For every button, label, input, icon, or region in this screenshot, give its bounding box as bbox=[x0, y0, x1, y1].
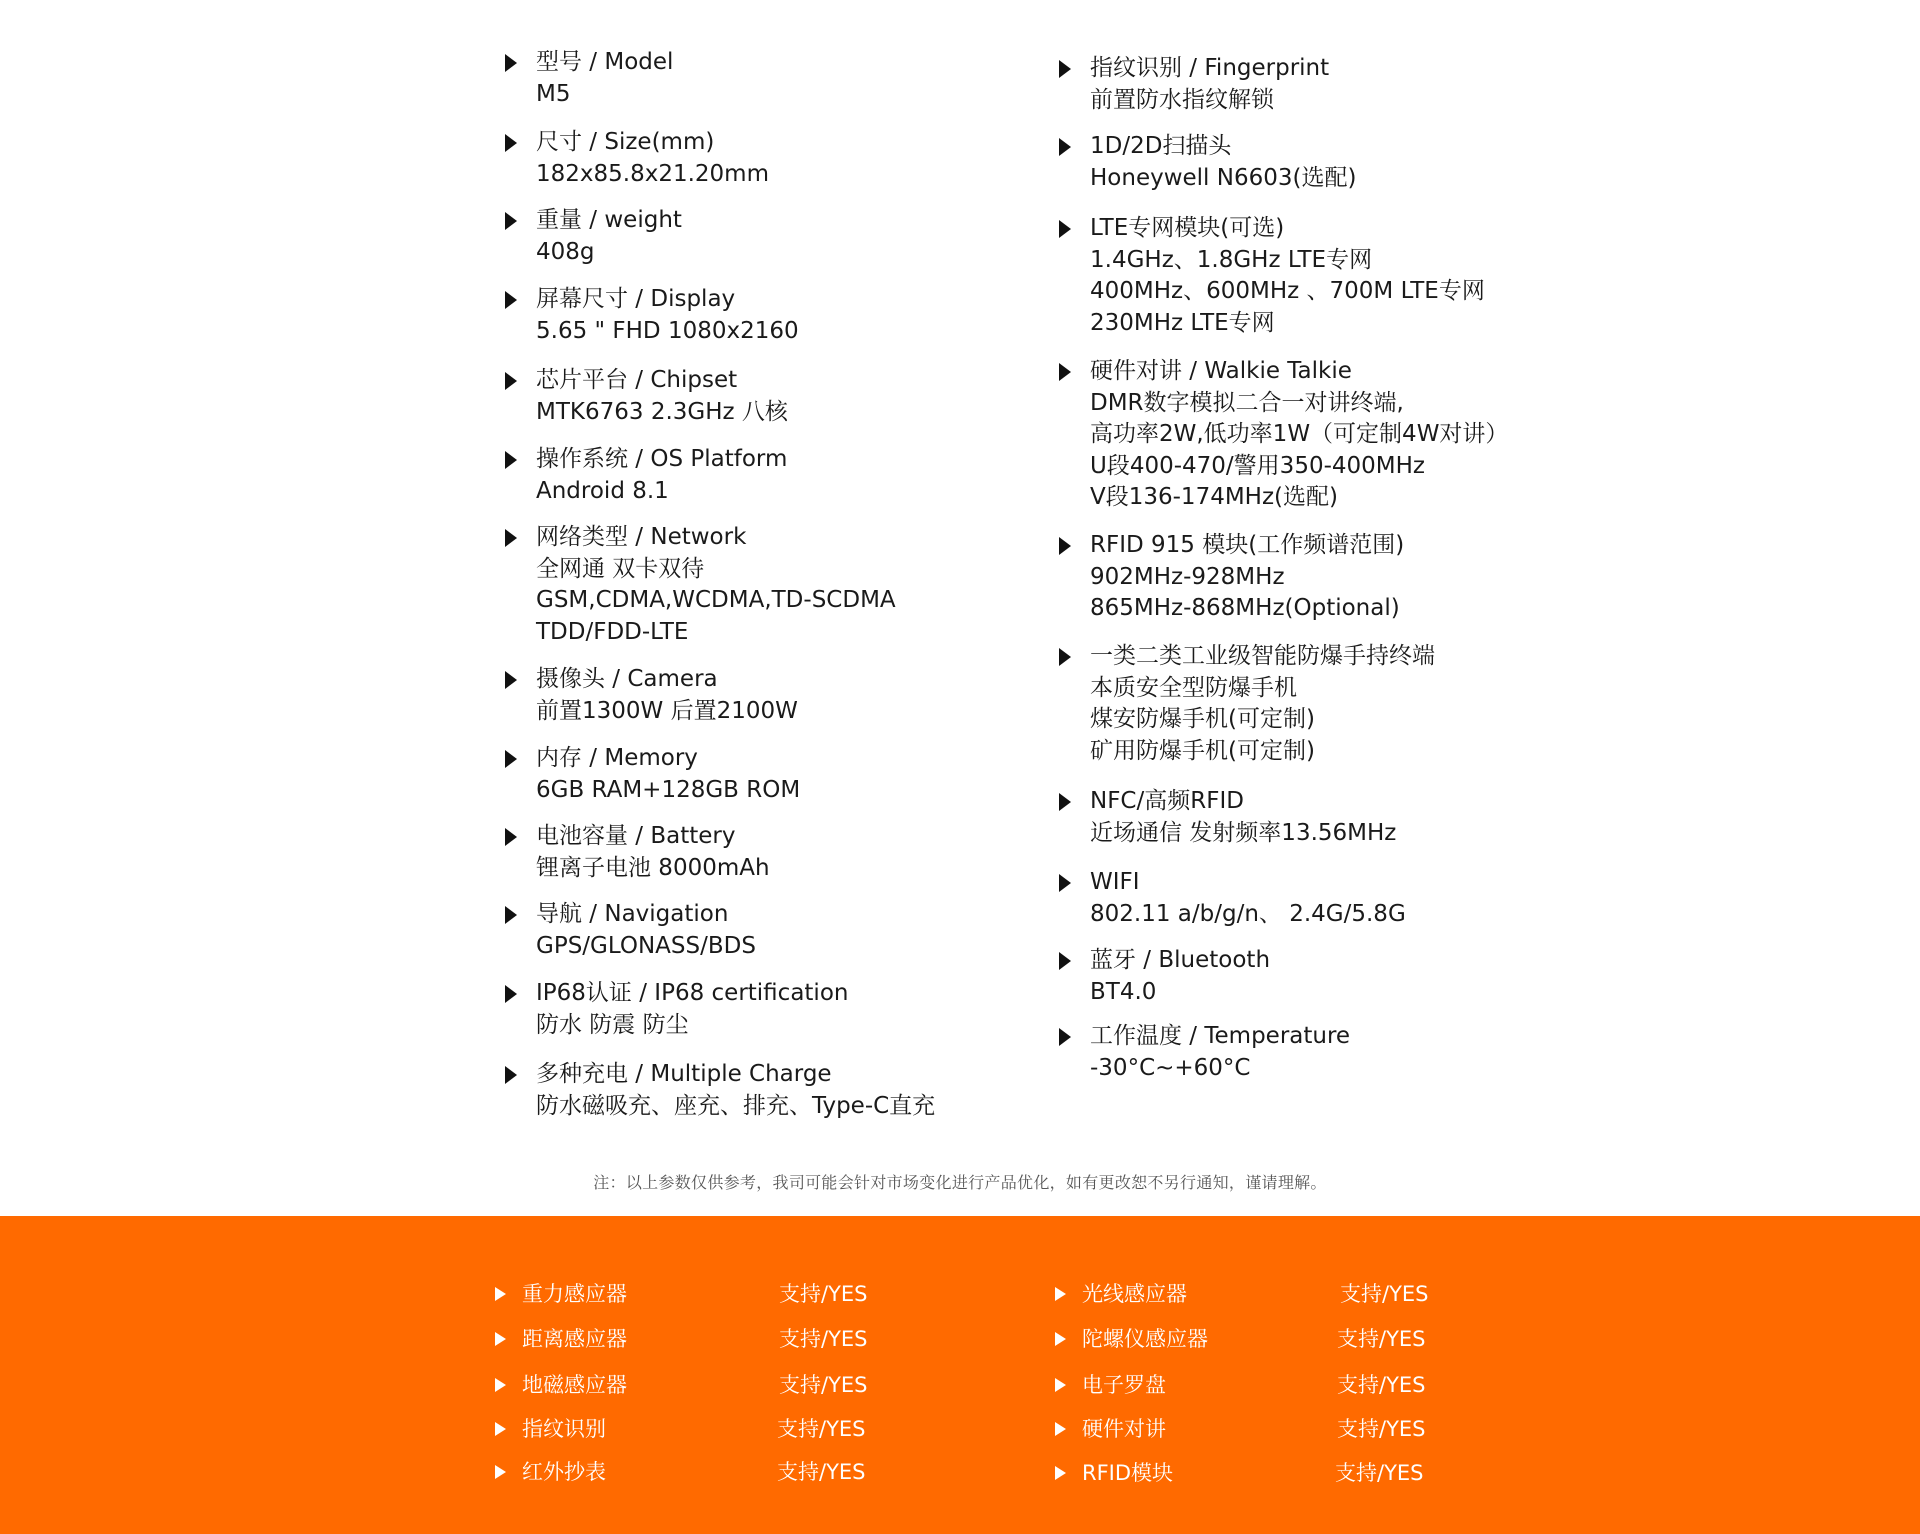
spec-title: RFID 915 模块(工作频谱范围) bbox=[1090, 532, 1405, 558]
spec-title: 网络类型 / Network bbox=[536, 524, 747, 550]
spec-title: 工作温度 / Temperature bbox=[1090, 1023, 1351, 1049]
spec-value: MTK6763 2.3GHz 八核 bbox=[536, 398, 788, 425]
spec-value: 408g bbox=[536, 238, 595, 265]
spec-title: LTE专网模块(可选) bbox=[1090, 215, 1285, 241]
triangle-right-icon bbox=[495, 1422, 506, 1436]
spec-value: 230MHz LTE专网 bbox=[1090, 309, 1275, 336]
triangle-right-icon bbox=[495, 1378, 506, 1392]
spec-title: 1D/2D扫描头 bbox=[1090, 133, 1232, 159]
spec-value: 近场通信 发射频率13.56MHz bbox=[1090, 819, 1397, 846]
spec-title: 电池容量 / Battery bbox=[536, 823, 736, 849]
triangle-right-icon bbox=[495, 1332, 506, 1346]
spec-value: Android 8.1 bbox=[536, 477, 669, 504]
spec-value: Honeywell N6603(选配) bbox=[1090, 164, 1357, 191]
spec-title: 芯片平台 / Chipset bbox=[536, 367, 738, 393]
triangle-right-icon bbox=[1055, 1332, 1066, 1346]
triangle-right-icon bbox=[495, 1465, 506, 1479]
sensor-value: 支持/YES bbox=[1337, 1417, 1426, 1441]
spec-value: 865MHz-868MHz(Optional) bbox=[1090, 595, 1400, 621]
caret-right-icon bbox=[1059, 220, 1071, 238]
triangle-right-icon bbox=[1055, 1378, 1066, 1392]
spec-value: 锂离子电池 8000mAh bbox=[536, 854, 770, 881]
triangle-right-icon bbox=[1055, 1287, 1066, 1301]
caret-right-icon bbox=[505, 291, 517, 309]
spec-title: IP68认证 / IP68 certification bbox=[536, 980, 849, 1006]
caret-right-icon bbox=[1059, 1028, 1071, 1046]
spec-value: 182x85.8x21.20mm bbox=[536, 160, 769, 187]
caret-right-icon bbox=[505, 451, 517, 469]
sensor-value: 支持/YES bbox=[779, 1327, 868, 1351]
spec-value: 全网通 双卡双待 bbox=[536, 555, 705, 582]
sensor-value: 支持/YES bbox=[777, 1460, 866, 1484]
caret-right-icon bbox=[505, 985, 517, 1003]
spec-title: 一类二类工业级智能防爆手持终端 bbox=[1090, 643, 1435, 669]
spec-title: 重量 / weight bbox=[536, 207, 682, 233]
sensor-value: 支持/YES bbox=[1340, 1282, 1429, 1306]
caret-right-icon bbox=[1059, 648, 1071, 666]
caret-right-icon bbox=[1059, 537, 1071, 555]
spec-value: M5 bbox=[536, 80, 571, 107]
spec-value: GSM,CDMA,WCDMA,TD-SCDMA bbox=[536, 587, 896, 613]
caret-right-icon bbox=[505, 671, 517, 689]
sensor-band bbox=[0, 1216, 1920, 1534]
caret-right-icon bbox=[1059, 952, 1071, 970]
spec-value: 本质安全型防爆手机 bbox=[1090, 674, 1297, 701]
spec-value: TDD/FDD-LTE bbox=[536, 618, 689, 645]
spec-title: 尺寸 / Size(mm) bbox=[536, 129, 715, 155]
spec-value: U段400-470/警用350-400MHz bbox=[1090, 452, 1425, 479]
caret-right-icon bbox=[1059, 60, 1071, 78]
caret-right-icon bbox=[1059, 793, 1071, 811]
sensor-value: 支持/YES bbox=[779, 1282, 868, 1306]
spec-value: -30°C~+60°C bbox=[1090, 1054, 1251, 1081]
spec-value: 5.65 " FHD 1080x2160 bbox=[536, 317, 799, 344]
spec-title: 指纹识别 / Fingerprint bbox=[1090, 55, 1330, 81]
spec-value: 煤安防爆手机(可定制) bbox=[1090, 706, 1315, 732]
spec-title: 摄像头 / Camera bbox=[536, 666, 718, 692]
spec-value: 前置防水指纹解锁 bbox=[1090, 86, 1274, 113]
sensor-name: 指纹识别 bbox=[522, 1417, 606, 1441]
sensor-name: 硬件对讲 bbox=[1082, 1417, 1166, 1441]
disclaimer-note: 注：以上参数仅供参考，我司可能会针对市场变化进行产品优化，如有更改恕不另行通知，谨请理解。 bbox=[593, 1173, 1327, 1192]
caret-right-icon bbox=[505, 1066, 517, 1084]
spec-value: 400MHz、600MHz 、700M LTE专网 bbox=[1090, 278, 1485, 304]
sensor-name: RFID模块 bbox=[1082, 1461, 1174, 1485]
spec-value: 高功率2W,低功率1W（可定制4W对讲） bbox=[1090, 421, 1509, 447]
sensor-name: 光线感应器 bbox=[1082, 1282, 1187, 1306]
caret-right-icon bbox=[505, 750, 517, 768]
sensor-name: 红外抄表 bbox=[522, 1460, 606, 1484]
caret-right-icon bbox=[505, 212, 517, 230]
caret-right-icon bbox=[1059, 138, 1071, 156]
spec-title: WIFI bbox=[1090, 869, 1140, 895]
caret-right-icon bbox=[505, 529, 517, 547]
sensor-value: 支持/YES bbox=[777, 1417, 866, 1441]
sensor-value: 支持/YES bbox=[1335, 1461, 1424, 1485]
spec-title: 屏幕尺寸 / Display bbox=[536, 286, 736, 312]
spec-value: V段136-174MHz(选配) bbox=[1090, 484, 1338, 510]
spec-value: GPS/GLONASS/BDS bbox=[536, 932, 756, 959]
spec-title: 型号 / Model bbox=[536, 49, 674, 75]
sensor-value: 支持/YES bbox=[779, 1373, 868, 1397]
caret-right-icon bbox=[505, 828, 517, 846]
spec-value: 防水 防震 防尘 bbox=[536, 1011, 689, 1038]
triangle-right-icon bbox=[1055, 1466, 1066, 1480]
caret-right-icon bbox=[1059, 363, 1071, 381]
caret-right-icon bbox=[505, 372, 517, 390]
spec-value: 前置1300W 后置2100W bbox=[536, 697, 798, 724]
sensor-value: 支持/YES bbox=[1337, 1373, 1426, 1397]
caret-right-icon bbox=[505, 906, 517, 924]
triangle-right-icon bbox=[1055, 1422, 1066, 1436]
spec-value: BT4.0 bbox=[1090, 978, 1157, 1005]
spec-value: DMR数字模拟二合一对讲终端, bbox=[1090, 389, 1404, 416]
spec-title: 内存 / Memory bbox=[536, 745, 698, 771]
spec-value: 矿用防爆手机(可定制) bbox=[1090, 737, 1315, 764]
sensor-name: 距离感应器 bbox=[522, 1327, 627, 1351]
spec-value: 902MHz-928MHz bbox=[1090, 563, 1285, 590]
spec-value: 802.11 a/b/g/n、 2.4G/5.8G bbox=[1090, 900, 1406, 927]
sensor-name: 重力感应器 bbox=[522, 1282, 627, 1306]
caret-right-icon bbox=[1059, 874, 1071, 892]
spec-title: 多种充电 / Multiple Charge bbox=[536, 1061, 832, 1087]
spec-value: 1.4GHz、1.8GHz LTE专网 bbox=[1090, 246, 1373, 273]
spec-title: 导航 / Navigation bbox=[536, 901, 729, 927]
spec-value: 6GB RAM+128GB ROM bbox=[536, 776, 801, 803]
caret-right-icon bbox=[505, 54, 517, 72]
sensor-name: 陀螺仪感应器 bbox=[1082, 1327, 1208, 1351]
spec-title: 硬件对讲 / Walkie Talkie bbox=[1090, 358, 1352, 384]
spec-title: NFC/高频RFID bbox=[1090, 788, 1244, 814]
spec-title: 操作系统 / OS Platform bbox=[536, 446, 788, 472]
spec-value: 防水磁吸充、座充、排充、Type-C直充 bbox=[536, 1092, 936, 1119]
triangle-right-icon bbox=[495, 1287, 506, 1301]
sensor-value: 支持/YES bbox=[1337, 1327, 1426, 1351]
spec-title: 蓝牙 / Bluetooth bbox=[1090, 947, 1271, 973]
caret-right-icon bbox=[505, 134, 517, 152]
sensor-name: 地磁感应器 bbox=[522, 1373, 627, 1397]
sensor-name: 电子罗盘 bbox=[1082, 1373, 1166, 1397]
